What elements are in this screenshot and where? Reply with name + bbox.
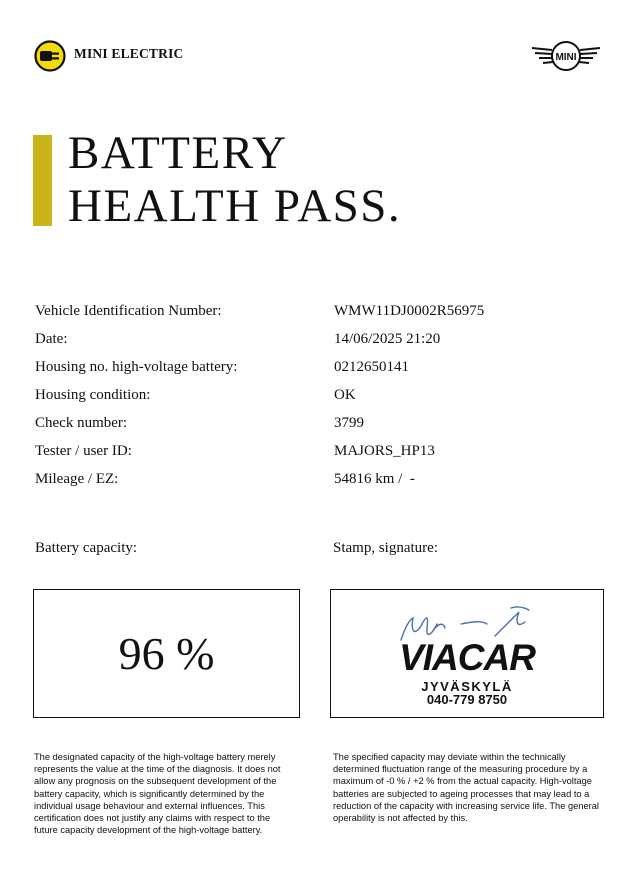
title-accent-bar	[33, 135, 52, 226]
housing-no-value: 0212650141	[334, 359, 409, 375]
page-title-line-2: HEALTH PASS.	[68, 180, 402, 232]
vin-value: WMW11DJ0002R56975	[334, 303, 485, 319]
date-value: 14/06/2025 21:20	[334, 331, 441, 347]
stamp-signature-label: Stamp, signature:	[333, 540, 438, 556]
housing-condition-value: OK	[334, 387, 356, 403]
housing-condition-label: Housing condition:	[35, 387, 151, 403]
check-number-label: Check number:	[35, 415, 128, 431]
housing-no-label: Housing no. high-voltage battery:	[35, 359, 238, 375]
footnote-left: The designated capacity of the high-voltage battery merely represents the value at the time of the diagnosis. It does not allow any prognosis on the subsequent development of the battery capacity, which is significantly determined by the individual usage behaviour and external influences. This certification does not justify any claims with respect to the future capacity development of the high-voltage battery.	[34, 752, 281, 836]
stamp-city: JYVÄSKYLÄ	[421, 679, 513, 694]
check-number-value: 3799	[334, 415, 364, 431]
battery-capacity-label: Battery capacity:	[35, 540, 138, 556]
capacity-value: 96 %	[118, 628, 215, 679]
vin-label: Vehicle Identification Number:	[35, 303, 222, 319]
page-title-line-1: BATTERY	[68, 127, 288, 179]
capacity-box	[33, 589, 300, 718]
mini-wings-logo-icon	[530, 38, 602, 74]
mini-electric-plug-icon	[34, 40, 66, 72]
stamp-company-name: VIACAR	[399, 637, 535, 678]
date-label: Date:	[35, 331, 68, 347]
tester-id-label: Tester / user ID:	[35, 443, 132, 459]
brand-name: MINI ELECTRIC	[74, 46, 184, 61]
tester-id-value: MAJORS_HP13	[334, 443, 435, 459]
mileage-value: 54816 km / -	[334, 471, 415, 487]
mini-logo-text: MINI	[555, 52, 577, 63]
stamp-box	[330, 589, 604, 718]
footnote-right: The specified capacity may deviate within the technically determined fluctuation range of the measuring procedure by a maximum of -0 % / +2 % from the actual capacity. High-voltage batteries are subjected to ageing processes that may lead to a reduction of the capacity with increasing service life. The general operability is not affected by this.	[333, 752, 599, 824]
stamp-phone: 040-779 8750	[426, 692, 508, 707]
mileage-label: Mileage / EZ:	[35, 471, 119, 487]
